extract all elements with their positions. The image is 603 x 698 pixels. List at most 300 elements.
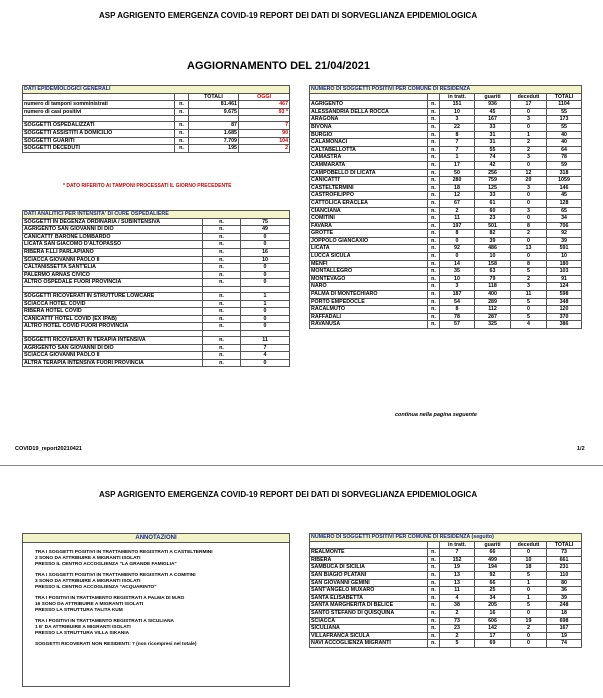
- comune-value: 8: [511, 222, 547, 230]
- comune-value: 0: [511, 640, 547, 648]
- comune-value: 499: [475, 556, 511, 564]
- comune-value: 400: [475, 291, 511, 299]
- hosp-row: [23, 336, 290, 344]
- epi-today: 467: [239, 101, 290, 109]
- comune-unit: n.: [428, 556, 440, 564]
- hosp-row: [23, 248, 290, 256]
- comune-value: 12: [440, 192, 475, 200]
- comune-value: 0: [511, 108, 547, 116]
- comune-value: 2: [511, 275, 547, 283]
- annotation-line: 1 E' DA ATTRIBUIRE A MIGRANTI ISOLATI: [35, 625, 131, 630]
- comune-unit: n.: [428, 154, 440, 162]
- hosp-value: 0: [241, 315, 290, 323]
- comune-name: SANT'ANGELO MUXARO: [310, 587, 428, 595]
- comune-unit: n.: [428, 283, 440, 291]
- comune-unit: n.: [428, 306, 440, 314]
- comune-value: 0: [440, 253, 475, 261]
- comune-unit: n.: [428, 594, 440, 602]
- epi-label: SOGGETTI OSPEDALIZZATI: [23, 122, 175, 130]
- comune-value: 3: [511, 154, 547, 162]
- hosp-value: 0: [241, 271, 290, 279]
- comune-unit: n.: [428, 587, 440, 595]
- comune-value: 180: [547, 260, 582, 268]
- col-totali: TOTALI: [189, 93, 239, 101]
- comuni-heading-row: [310, 534, 582, 542]
- hosp-value: 10: [241, 256, 290, 264]
- comune-value: 10: [440, 275, 475, 283]
- comune-value: 66: [475, 579, 511, 587]
- hosp-unit: n.: [203, 256, 241, 264]
- epi-row: [23, 145, 290, 153]
- comune-unit: n.: [428, 146, 440, 154]
- comune-value: 13: [440, 571, 475, 579]
- blank-cell: [23, 93, 175, 101]
- hosp-unit: n.: [203, 344, 241, 352]
- epi-row: [23, 129, 290, 137]
- comune-unit: n.: [428, 625, 440, 633]
- hosp-unit: n.: [203, 248, 241, 256]
- hosp-value: 0: [241, 359, 290, 367]
- comune-value: 13: [511, 245, 547, 253]
- hosp-label: ALTRO OSPEDALE FUORI PROVINCIA: [23, 279, 203, 287]
- comune-unit: n.: [428, 571, 440, 579]
- hosp-label: ALTRO HOTEL COVID FUORI PROVINCIA: [23, 323, 203, 331]
- comune-name: BURGIO: [310, 131, 428, 139]
- hosp-value: 4: [241, 352, 290, 360]
- comune-value: 19: [440, 564, 475, 572]
- comune-row: [310, 237, 582, 245]
- comune-value: 45: [547, 192, 582, 200]
- comune-unit: n.: [428, 207, 440, 215]
- comune-value: 501: [475, 222, 511, 230]
- comune-value: 0: [440, 237, 475, 245]
- hosp-unit: n.: [203, 359, 241, 367]
- comune-value: 0: [511, 123, 547, 131]
- comune-row: [310, 222, 582, 230]
- comune-value: 57: [440, 321, 475, 329]
- comune-unit: n.: [428, 564, 440, 572]
- comune-value: 2: [511, 139, 547, 147]
- comune-value: 69: [475, 640, 511, 648]
- comune-row: [310, 260, 582, 268]
- comune-value: 289: [475, 298, 511, 306]
- comune-row: [310, 177, 582, 185]
- annotation-line: TRA I POSITIVI IN TRATTAMENTO REGISTRATI A SICULIANA: [35, 619, 175, 624]
- comune-unit: n.: [428, 192, 440, 200]
- page1-header: ASP AGRIGENTO EMERGENZA COVID-19 REPORT DEI DATI DI SORVEGLIANZA EPIDEMIOLOGICA: [99, 11, 478, 20]
- hosp-label: CANICATTI' BARONE LOMBARDO: [23, 233, 203, 241]
- comune-unit: n.: [428, 579, 440, 587]
- comune-unit: n.: [428, 602, 440, 610]
- epi-total: 9.675: [189, 108, 239, 116]
- comuni-heading-row: [310, 86, 582, 94]
- comune-value: 0: [511, 237, 547, 245]
- comune-value: 33: [475, 192, 511, 200]
- comune-value: 698: [547, 617, 582, 625]
- hosp-unit: n.: [203, 292, 241, 300]
- comune-unit: n.: [428, 632, 440, 640]
- comune-unit: n.: [428, 215, 440, 223]
- hosp-label: CANICATTI' HOTEL COVID (EX IPAB): [23, 315, 203, 323]
- comune-value: 197: [440, 222, 475, 230]
- hosp-label: SCIACCA HOTEL COVID: [23, 300, 203, 308]
- comune-unit: n.: [428, 131, 440, 139]
- comune-value: 8: [511, 260, 547, 268]
- comune-value: 142: [475, 625, 511, 633]
- comune-row: [310, 571, 582, 579]
- continua-note: continua nella pagina seguente: [395, 412, 477, 418]
- epi-total: 195: [189, 145, 239, 153]
- comune-value: 8: [440, 230, 475, 238]
- hosp-row: [23, 241, 290, 249]
- epi-unit: n.: [175, 137, 189, 145]
- hosp-heading: DATI ANALITICI PER INTENSITA' DI CURE OSPEDALIERE: [23, 211, 290, 219]
- comuni-colheader-row: [310, 541, 582, 549]
- comune-value: 14: [440, 260, 475, 268]
- comune-value: 45: [475, 108, 511, 116]
- comune-value: 3: [440, 283, 475, 291]
- comune-value: 3: [511, 283, 547, 291]
- comune-value: 151: [440, 101, 475, 109]
- comune-value: 66: [475, 549, 511, 557]
- comune-value: 0: [511, 253, 547, 261]
- hosp-unit: n.: [203, 323, 241, 331]
- comune-row: [310, 184, 582, 192]
- col-header: TOTALI: [547, 93, 582, 101]
- comune-name: SCIACCA: [310, 617, 428, 625]
- comune-value: 112: [475, 306, 511, 314]
- comune-value: 0: [511, 215, 547, 223]
- hosp-row: [23, 359, 290, 367]
- comune-row: [310, 640, 582, 648]
- comune-row: [310, 215, 582, 223]
- comune-value: 3: [511, 207, 547, 215]
- comune-name: NAVI ACCOGLIENZA MIGRANTI: [310, 640, 428, 648]
- col-header: deceduti: [511, 541, 547, 549]
- comune-name: RAVANUSA: [310, 321, 428, 329]
- comune-value: 128: [547, 199, 582, 207]
- comune-value: 5: [511, 313, 547, 321]
- comune-value: 11: [440, 587, 475, 595]
- comune-value: 38: [440, 602, 475, 610]
- comune-value: 17: [511, 101, 547, 109]
- comune-unit: n.: [428, 260, 440, 268]
- comune-value: 1: [440, 154, 475, 162]
- comune-name: CANICATTI': [310, 177, 428, 185]
- col-header: guariti: [475, 541, 511, 549]
- comune-value: 280: [440, 177, 475, 185]
- comune-row: [310, 283, 582, 291]
- comune-value: 23: [440, 625, 475, 633]
- comune-value: 7: [440, 139, 475, 147]
- comune-row: [310, 161, 582, 169]
- comune-value: 318: [547, 169, 582, 177]
- epi-unit: n.: [175, 129, 189, 137]
- comune-value: 8: [440, 306, 475, 314]
- comune-value: 74: [547, 640, 582, 648]
- comune-row: [310, 632, 582, 640]
- comune-value: 2: [511, 230, 547, 238]
- comune-row: [310, 230, 582, 238]
- comune-value: 74: [475, 154, 511, 162]
- hosp-label: AGRIGENTO SAN GIOVANNI DI DIO: [23, 344, 203, 352]
- comune-name: CASTROFILIPPO: [310, 192, 428, 200]
- comune-value: 1: [511, 131, 547, 139]
- comune-unit: n.: [428, 640, 440, 648]
- epi-unit: n.: [175, 101, 189, 109]
- comune-name: CATTOLICA ERACLEA: [310, 199, 428, 207]
- comune-row: [310, 192, 582, 200]
- comune-unit: n.: [428, 199, 440, 207]
- comune-value: 370: [547, 313, 582, 321]
- epi-total: 81.461: [189, 101, 239, 109]
- epi-label: SOGGETTI ASSISTITI A DOMICILIO: [23, 129, 175, 137]
- hosp-value: 1: [241, 300, 290, 308]
- comune-value: 5: [440, 640, 475, 648]
- comune-name: AGRIGENTO: [310, 101, 428, 109]
- annotation-block: [35, 596, 289, 614]
- comune-value: 0: [511, 192, 547, 200]
- comune-value: 82: [475, 230, 511, 238]
- comune-value: 60: [475, 207, 511, 215]
- epi-row: [23, 122, 290, 130]
- hosp-unit: n.: [203, 241, 241, 249]
- comune-row: [310, 207, 582, 215]
- comune-value: 936: [475, 101, 511, 109]
- page2-header: ASP AGRIGENTO EMERGENZA COVID-19 REPORT DEI DATI DI SORVEGLIANZA EPIDEMIOLOGICA: [99, 490, 478, 499]
- hosp-row: [23, 300, 290, 308]
- blank-cell: [428, 93, 440, 101]
- comune-row: [310, 556, 582, 564]
- epi-total: 7.709: [189, 137, 239, 145]
- hosp-label: SCIACCA GIOVANNI PAOLO II: [23, 352, 203, 360]
- hosp-unit: n.: [203, 279, 241, 287]
- epi-label: numero di casi positivi: [23, 108, 175, 116]
- col-header: in tratt.: [440, 541, 475, 549]
- comune-unit: n.: [428, 609, 440, 617]
- hosp-label: RIBERA HOTEL COVID: [23, 308, 203, 316]
- comune-value: 8: [440, 131, 475, 139]
- epi-note: * DATO RIFERITO AI TAMPONI PROCESSATI IL GIORNO PRECEDENTE: [63, 183, 232, 189]
- comune-value: 0: [511, 161, 547, 169]
- comuni-heading: NUMERO DI SOGGETTI POSITIVI PER COMUNE DI RESIDENZA (seguito): [310, 534, 582, 542]
- comune-name: SAN GIOVANNI GEMINI: [310, 579, 428, 587]
- comune-name: MONTEVAGO: [310, 275, 428, 283]
- comune-value: 10: [547, 253, 582, 261]
- comune-unit: n.: [428, 101, 440, 109]
- hosp-label: SOGGETTI RICOVERATI IN STRUTTURE LOWCARE: [23, 292, 203, 300]
- comune-value: 0: [511, 609, 547, 617]
- footer-page-number: 1/2: [577, 446, 585, 452]
- comune-value: 2: [440, 609, 475, 617]
- comune-unit: n.: [428, 116, 440, 124]
- comune-name: CASTELTERMINI: [310, 184, 428, 192]
- comune-unit: n.: [428, 139, 440, 147]
- comuni-table: [309, 85, 582, 329]
- comune-name: CAMASTRA: [310, 154, 428, 162]
- col-header: TOTALI: [547, 541, 582, 549]
- annotation-line: PRESSO IL CENTRO ACCOGLIENZA "ACQUARINTO": [35, 585, 157, 590]
- annotation-line: PRESSO LA STRUTTURA TALITA KUM: [35, 608, 123, 613]
- comune-name: GROTTE: [310, 230, 428, 238]
- comune-value: 10: [440, 108, 475, 116]
- comune-value: 23: [475, 215, 511, 223]
- comune-row: [310, 625, 582, 633]
- hosp-value: 16: [241, 248, 290, 256]
- blank-cell: [428, 541, 440, 549]
- annotation-block: [35, 619, 289, 637]
- annotation-line: 16 SONO DA ATTRIBUIRE A MIGRANTI ISOLATI: [35, 602, 144, 607]
- comune-value: 5: [511, 268, 547, 276]
- epi-colheader-row: [23, 93, 290, 101]
- epi-unit: n.: [175, 145, 189, 153]
- comune-name: REALMONTE: [310, 549, 428, 557]
- comune-value: 5: [511, 602, 547, 610]
- comune-value: 92: [440, 245, 475, 253]
- hosp-row: [23, 315, 290, 323]
- comune-value: 187: [440, 291, 475, 299]
- comune-value: 17: [475, 632, 511, 640]
- hosp-unit: n.: [203, 271, 241, 279]
- hosp-row: [23, 323, 290, 331]
- comune-value: 40: [547, 139, 582, 147]
- comune-value: 19: [511, 617, 547, 625]
- comune-unit: n.: [428, 230, 440, 238]
- comune-value: 92: [475, 571, 511, 579]
- comune-unit: n.: [428, 313, 440, 321]
- epi-today: 90: [239, 129, 290, 137]
- comune-value: 2: [440, 632, 475, 640]
- comune-row: [310, 253, 582, 261]
- comune-row: [310, 169, 582, 177]
- comune-value: 5: [511, 298, 547, 306]
- comune-value: 706: [547, 222, 582, 230]
- comune-value: 18: [511, 564, 547, 572]
- hosp-value: 0: [241, 264, 290, 272]
- hosp-label: LICATA SAN GIACOMO D'ALTOPASSO: [23, 241, 203, 249]
- comune-value: 287: [475, 313, 511, 321]
- comune-value: 606: [475, 617, 511, 625]
- comune-row: [310, 131, 582, 139]
- comune-name: RAFFADALI: [310, 313, 428, 321]
- comune-value: 67: [440, 199, 475, 207]
- comune-value: 61: [475, 199, 511, 207]
- annotation-line: TRA I SOGGETTI POSITIVI IN TRATTAMENTO REGISTRATI A CASTELTERMINI: [35, 550, 213, 555]
- epi-today: 2: [239, 145, 290, 153]
- comune-name: LICATA: [310, 245, 428, 253]
- comune-name: SAN BIAGIO PLATANI: [310, 571, 428, 579]
- comune-value: 2: [511, 625, 547, 633]
- comune-value: 73: [440, 617, 475, 625]
- comune-value: 25: [475, 587, 511, 595]
- hosp-label: SCIACCA GIOVANNI PAOLO II: [23, 256, 203, 264]
- hosp-row: [23, 352, 290, 360]
- comune-value: 167: [475, 116, 511, 124]
- comune-value: 591: [547, 245, 582, 253]
- hosp-row: [23, 271, 290, 279]
- comune-name: SANTA MARGHERITA DI BELICE: [310, 602, 428, 610]
- hosp-unit: n.: [203, 352, 241, 360]
- hosp-unit: n.: [203, 315, 241, 323]
- comuni-colheader-row: [310, 93, 582, 101]
- comune-value: 3: [511, 116, 547, 124]
- comune-value: 39: [547, 237, 582, 245]
- comune-unit: n.: [428, 253, 440, 261]
- comune-value: 759: [475, 177, 511, 185]
- comune-value: 194: [475, 564, 511, 572]
- hosp-unit: n.: [203, 336, 241, 344]
- comune-name: CAMPOBELLO DI LICATA: [310, 169, 428, 177]
- annotation-block: [35, 550, 289, 568]
- hosp-row: [23, 308, 290, 316]
- comune-name: ALESSANDRIA DELLA ROCCA: [310, 108, 428, 116]
- comune-row: [310, 116, 582, 124]
- comune-value: 54: [440, 298, 475, 306]
- comune-name: JOPPOLO GIANCAXIO: [310, 237, 428, 245]
- hosp-label: RIBERA F.LLI PARLAPIANO: [23, 248, 203, 256]
- comune-row: [310, 139, 582, 147]
- comune-value: 2: [511, 146, 547, 154]
- comune-row: [310, 594, 582, 602]
- hosp-label: SOGGETTI IN DEGENZA ORDINARIA / SUBINTENSIVA: [23, 218, 203, 226]
- comune-value: 65: [547, 207, 582, 215]
- comune-name: NARO: [310, 283, 428, 291]
- annotation-block: [35, 573, 289, 591]
- epi-unit: n.: [175, 108, 189, 116]
- comune-value: 91: [547, 275, 582, 283]
- comune-unit: n.: [428, 108, 440, 116]
- hosp-value: 0: [241, 308, 290, 316]
- comune-value: 1104: [547, 101, 582, 109]
- hosp-label: PALERMO ARNAS CIVICO: [23, 271, 203, 279]
- comune-name: BIVONA: [310, 123, 428, 131]
- comune-row: [310, 275, 582, 283]
- hosp-value: 11: [241, 336, 290, 344]
- comune-value: 248: [547, 602, 582, 610]
- comune-value: 7: [440, 549, 475, 557]
- hosp-table: [22, 210, 290, 367]
- comune-name: FAVARA: [310, 222, 428, 230]
- hosp-label: AGRIGENTO SAN GIOVANNI DI DIO: [23, 226, 203, 234]
- hosp-unit: n.: [203, 218, 241, 226]
- comune-value: 11: [511, 291, 547, 299]
- annotation-line: SOGGETTI RICOVERATI NON RESIDENTI: 7 (non ricompresi nel totale): [35, 642, 197, 647]
- comune-value: 158: [475, 260, 511, 268]
- comune-row: [310, 564, 582, 572]
- footer-filename: COVID19_report20210421: [15, 446, 82, 452]
- epi-today: 104: [239, 137, 290, 145]
- epi-unit: n.: [175, 122, 189, 130]
- comune-row: [310, 321, 582, 329]
- col-oggi: OGGI: [239, 93, 290, 101]
- annotation-line: 2 SONO DA ATTRIBUIRE A MIGRANTI ISOLATI: [35, 556, 141, 561]
- comune-value: 80: [547, 579, 582, 587]
- comune-name: SICULIANA: [310, 625, 428, 633]
- hosp-row: [23, 233, 290, 241]
- comune-value: 661: [547, 556, 582, 564]
- comune-value: 40: [547, 131, 582, 139]
- comune-name: VILLAFRANCA SICULA: [310, 632, 428, 640]
- epi-row: [23, 101, 290, 109]
- comune-unit: n.: [428, 291, 440, 299]
- epi-total: 1.685: [189, 129, 239, 137]
- comune-name: MONTALLEGRO: [310, 268, 428, 276]
- comune-value: 34: [475, 594, 511, 602]
- annotazioni-heading: ANNOTAZIONI: [23, 534, 289, 543]
- comune-value: 173: [547, 116, 582, 124]
- comune-unit: n.: [428, 321, 440, 329]
- hosp-row: [23, 292, 290, 300]
